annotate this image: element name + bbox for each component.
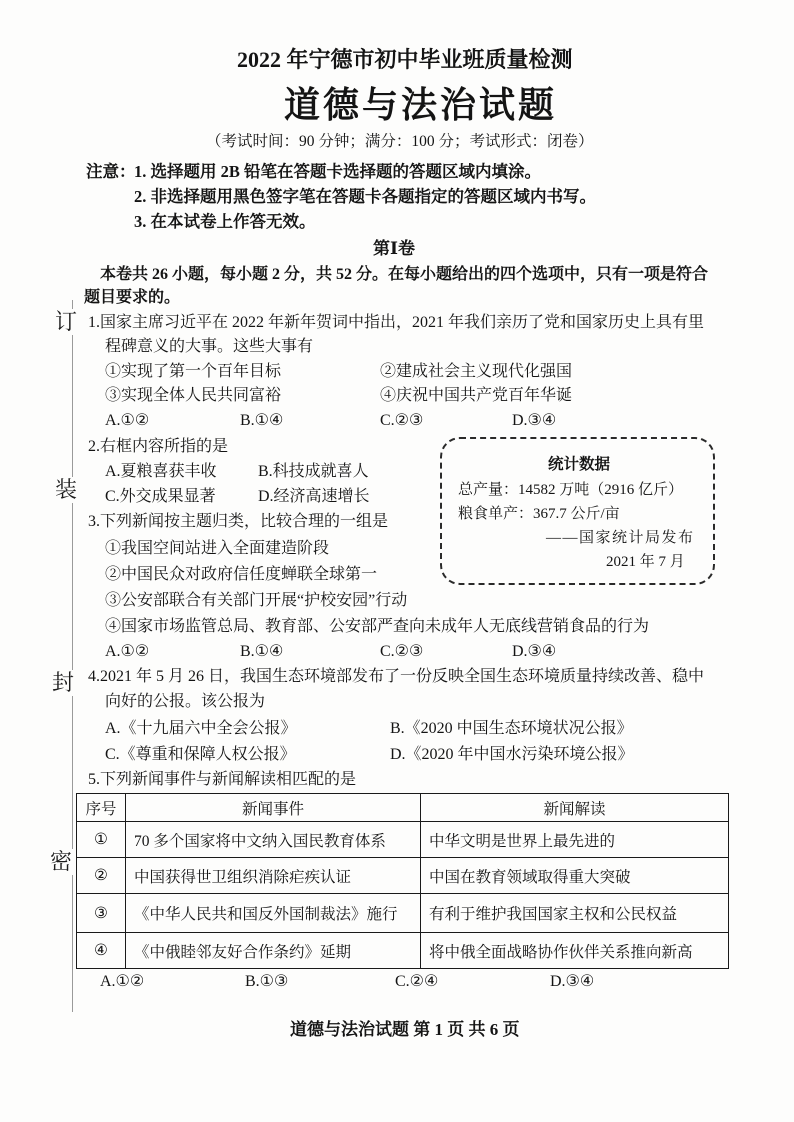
q1-stem: 程碑意义的大事。这些大事有	[105, 338, 314, 355]
q1-statement: ④庆祝中国共产党百年华诞	[380, 387, 573, 404]
table-cell-event: 70 多个国家将中文纳入国民教育体系	[126, 822, 421, 858]
table-row	[77, 858, 729, 894]
q2-choice-c: C.外交成果显著	[105, 488, 216, 505]
q4-choice-b: B.《2020 中国生态环境状况公报》	[390, 720, 633, 737]
q4-choice-d: D.《2020 年中国水污染环境公报》	[390, 746, 634, 763]
q1-choice-b: B.①④	[240, 412, 284, 429]
table-header-event: 新闻事件	[126, 794, 421, 822]
q3-choice-d: D.③④	[512, 643, 557, 660]
statistics-box-line: 总产量：14582 万吨（2916 亿斤）	[458, 482, 684, 498]
table-row	[77, 822, 729, 858]
notes-label: 注意：	[86, 162, 136, 181]
news-table	[76, 793, 729, 969]
q1-choice-a: A.①②	[105, 412, 150, 429]
q4-choice-a: A.《十九届六中全会公报》	[105, 720, 297, 737]
q3-statement: ①我国空间站进入全面建造阶段	[105, 540, 330, 557]
page-footer: 道德与法治试题 第 1 页 共 6 页	[290, 1020, 520, 1039]
table-cell-event: 《中华人民共和国反外国制裁法》施行	[126, 894, 421, 933]
exam-title: 2022 年宁德市初中毕业班质量检测	[237, 47, 573, 72]
q2-choice-b: B.科技成就喜人	[258, 463, 369, 480]
q4-stem: 向好的公报。该公报为	[105, 693, 266, 710]
q3-choice-c: C.②③	[380, 643, 424, 660]
note-item: 3. 在本试卷上作答无效。	[134, 212, 316, 231]
binding-line	[72, 300, 73, 1012]
table-cell-interpretation: 中华文明是世界上最先进的	[421, 822, 729, 858]
q5-choice-d: D.③④	[550, 973, 595, 990]
q3-statement: ②中国民众对政府信任度蝉联全球第一	[105, 566, 378, 583]
table-cell-interpretation: 中国在教育领域取得重大突破	[421, 858, 729, 894]
q2-choice-a: A.夏粮喜获丰收	[105, 463, 217, 480]
table-cell-number: ②	[77, 858, 126, 894]
exam-info: （考试时间：90 分钟；满分：100 分；考试形式：闭卷）	[206, 133, 594, 150]
statistics-box	[440, 437, 715, 585]
q1-choice-c: C.②③	[380, 412, 424, 429]
q1-stem: 1.国家主席习近平在 2022 年新年贺词中指出，2021 年我们亲历了党和国家历史上具有里	[88, 314, 705, 331]
section-instructions: 题目要求的。	[84, 289, 181, 306]
q1-statement: ②建成社会主义现代化强国	[380, 363, 573, 380]
statistics-box-source: ——国家统计局发布	[546, 530, 695, 546]
section-title: 第Ⅰ卷	[373, 239, 415, 258]
table-header-row	[77, 794, 729, 822]
table-cell-interpretation: 有利于维护我国国家主权和公民权益	[421, 894, 729, 933]
table-header-number: 序号	[77, 794, 126, 822]
table-cell-number: ④	[77, 933, 126, 969]
statistics-box-line: 粮食单产：367.7 公斤/亩	[458, 506, 620, 522]
q5-stem: 5.下列新闻事件与新闻解读相匹配的是	[88, 771, 357, 788]
table-header-interpretation: 新闻解读	[421, 794, 729, 822]
q3-statement: ③公安部联合有关部门开展“护校安园”行动	[105, 592, 408, 609]
q4-stem: 4.2021 年 5 月 26 日，我国生态环境部发布了一份反映全国生态环境质量持续改善、稳中	[88, 668, 705, 685]
table-cell-event: 《中俄睦邻友好合作条约》延期	[126, 933, 421, 969]
note-item: 1. 选择题用 2B 铅笔在答题卡选择题的答题区域内填涂。	[134, 162, 542, 181]
table-cell-interpretation: 将中俄全面战略协作伙伴关系推向新高	[421, 933, 729, 969]
table-cell-number: ③	[77, 894, 126, 933]
section-instructions: 本卷共 26 小题，每小题 2 分，共 52 分。在每小题给出的四个选项中，只有一项是符合	[100, 266, 709, 283]
statistics-box-title: 统计数据	[548, 456, 611, 473]
binding-char-feng: 封	[51, 670, 74, 695]
q3-statement: ④国家市场监管总局、教育部、公安部严查向未成年人无底线营销食品的行为	[105, 618, 650, 635]
q4-choice-c: C.《尊重和保障人权公报》	[105, 746, 296, 763]
q1-statement: ①实现了第一个百年目标	[105, 363, 282, 380]
q5-choice-c: C.②④	[395, 973, 439, 990]
note-item: 2. 非选择题用黑色签字笔在答题卡各题指定的答题区域内书写。	[134, 187, 596, 206]
q1-statement: ③实现全体人民共同富裕	[105, 387, 282, 404]
q3-choice-a: A.①②	[105, 643, 150, 660]
table-cell-number: ①	[77, 822, 126, 858]
q3-choice-b: B.①④	[240, 643, 284, 660]
binding-char-zhuang: 装	[54, 477, 77, 502]
table-cell-event: 中国获得世卫组织消除疟疾认证	[126, 858, 421, 894]
table-row	[77, 933, 729, 969]
table-row	[77, 894, 729, 933]
q5-choice-a: A.①②	[100, 973, 145, 990]
binding-char-mi: 密	[49, 849, 72, 874]
q2-stem: 2.右框内容所指的是	[88, 438, 229, 455]
q1-choice-d: D.③④	[512, 412, 557, 429]
q5-choice-b: B.①③	[245, 973, 289, 990]
subject-title: 道德与法治试题	[284, 85, 558, 125]
q2-choice-d: D.经济高速增长	[258, 488, 370, 505]
statistics-box-date: 2021 年 7 月	[606, 554, 685, 570]
q3-stem: 3.下列新闻按主题归类，比较合理的一组是	[88, 513, 389, 530]
binding-char-ding: 订	[54, 309, 77, 334]
